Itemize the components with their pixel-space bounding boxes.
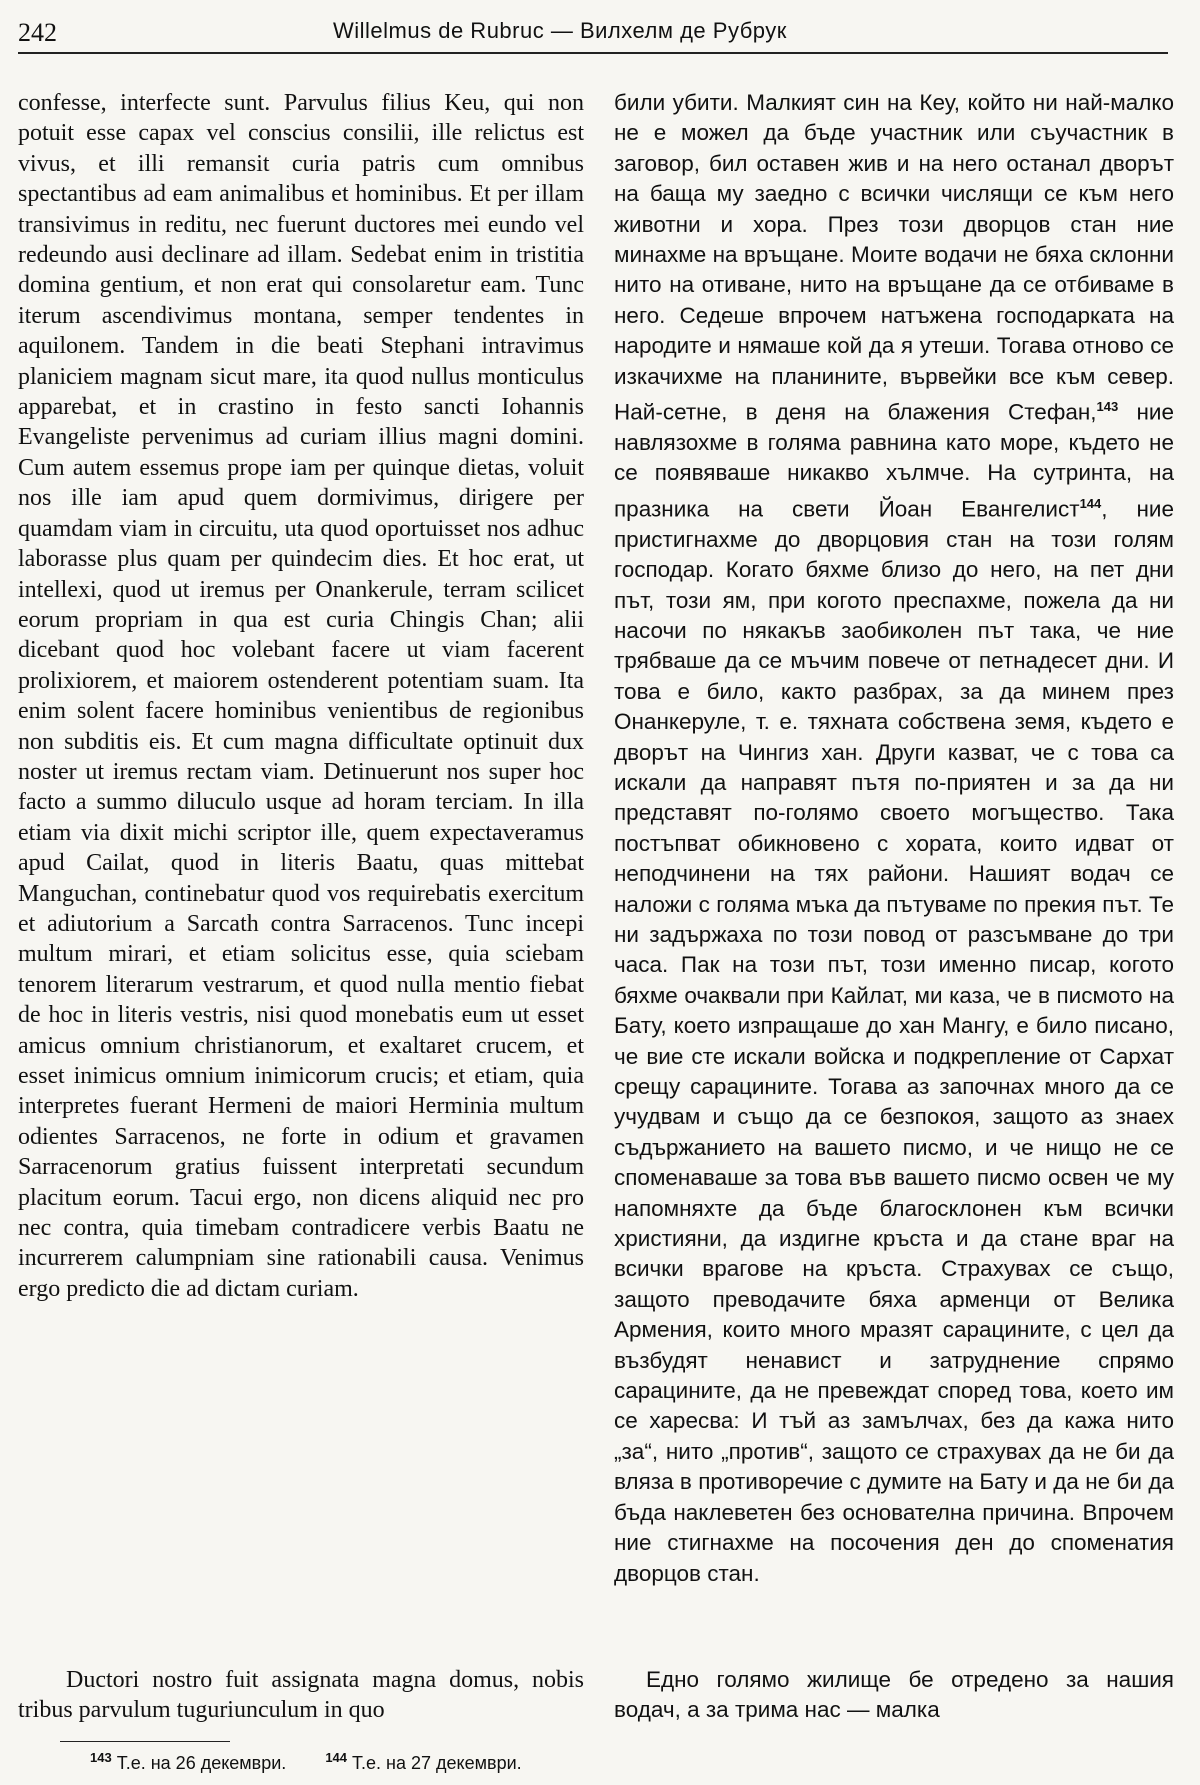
footnote-144: [325, 1750, 522, 1773]
footnote-143: [90, 1750, 287, 1773]
footnote-ref-143[interactable]: 143: [1096, 399, 1119, 415]
bulgarian-text-part-2: ние навлязохме в голяма равнина като море, където не се появяваше никакво хълмче. На сутринта, на празника на свети Йоан Евангелист: [614, 399, 1181, 522]
footnotes: [90, 1750, 556, 1774]
bulgarian-body-text: [614, 88, 1181, 1589]
page-header: [18, 16, 1168, 50]
footnote-text: Т.е. на 26 декември.: [116, 1753, 287, 1773]
footnote-rule: [60, 1741, 230, 1742]
footnote-ref-144[interactable]: 144: [1079, 495, 1102, 511]
latin-body-text: confesse, interfecte sunt. Parvulus filius Keu, qui non potuit esse capax vel conscius consilii, ille relictus est vivus, et illi remansit curia patris cum omnibus spectantibus ad eam animalibus et hominibus. Et per illam transivimus in reditu, nec fuerunt ductores mei eundo vel redeundo ausi declinare ad illam. Sedebat enim in tristitia domina gentium, et non erat qui consolaretur eam. Tunc iterum ascendivimus montana, semper tendentes in aquilonem. Tandem in die beati Stephani intravimus planiciem magnam sicut mare, ita quod nullus monticulus apparebat, et in crastino in festo sancti Iohannis Evangeliste pervenimus ad curiam illius magni domini. Cum autem essemus prope iam per quinque dietas, voluit nos ille iam apud quem dormivimus, dirigere per quamdam viam in circuitu, uta quod oportuisset nos adhuc laborasse plus quam per quindecim dies. Et hoc erat, ut intellexi, quod ut iremus per Onankerule, terram scilicet eorum propriam in qua est curia Chingis Chan; alii dicebant quod hoc volebant facere ut viam facerent prolixiorem, et maiorem ostenderent potentiam suam. Ita enim solent facere hominibus venientibus de regionibus non subditis eis. Et cum magna difficultate optinuit dux noster ut iremus rectam viam. Detinuerunt nos super hoc facto a summo diluculo usque ad horam terciam. In illa etiam via dixit michi scriptor ille, quem expectaveramus apud Cailat, quod in literis Baatu, quas mittebat Manguchan, continebatur quod vos requirebatis exercitum et adiutorium a Sarcath contra Sarracenos. Tunc incepi multum mirari, et etiam solicitus esse, quia sciebam tenorem literarum vestrarum, et quod nulla mentio fiebat de hoc in literis vestris, nisi quod monebatis eum ut esset amicus omnium christianorum, et exaltaret crucem, et esset inimicus omnium inimicorum crucis; et etiam, quia interpretes fuerant Hermeni de maiori Herminia multum odientes Sarracenos, ne forte in odium et gravamen Sarracenorum gratius fuissent interpretati secundum placitum eorum. Tacui ergo, non dicens aliquid nec pro nec contra, quia timebam contradicere verbis Baatu ne incurrerem calumpniam sine rationabili causa. Venimus ergo predicto die ad dictam curiam.: [18, 90, 590, 1302]
bulgarian-text-part-3: , ние пристигнахме до дворцовия стан на този голям господар. Когато бяхме близо до него, на пет дни път, този ям, при когото преспахме, пожела да ни насочи по някакъв заобиколен път така, че ние трябваше да се мъчим повече от петнадесет дни. И това е било, както разбрах, за да минем през Онанкеруле, т. е. тяхната собствена земя, където е дворът на Чингиз хан. Други казват, че с това са искали да направят пътя по-приятен и за да ни представят по-голямо своето могъщество. Така постъпват обикновено с хората, които идват от неподчинени на тях райони. Нашият водач се наложи с голяма мъка да пътуваме по прекия път. Те ни задържаха по този повод от разсъмване до три часа. Пак на този път, този именно писар, когото бяхме очаквали при Кайлат, ми каза, че в писмото на Бату, което изпращаше до хан Мангу, е било писано, че вие сте искали войска и подкрепление от Сархат срещу сарацините. Тогава аз започнах много да се учудвам и също да се безпокоя, защото аз знаех съдържанието на вашето писмо, и че нищо не се споменаваше за това във вашето писмо освен че му напомняхте да бъде благосклонен към всички християни, да издигне кръста и да стане враг на всички врагове на кръста. Страхувах се също, защото преводачите бяха арменци от Велика Армения, които много мразят сарацините, с цел да възбудят ненавист и затруднение спрямо сарацините, да не превеждат според това, което им се харесва: И тъй аз замълчах, без да кажа нито „за“, нито „против“, защото се страхувах да не би да вляза в противоречие с думите на Бату и да не би да бъда наклеветен без основателна причина. Впрочем ние стигнахме на посочения ден до споменатия дворцов стан.: [614, 496, 1181, 1586]
latin-next-paragraph: [18, 1665, 584, 1725]
running-title: Willelmus de Rubruc — Вилхелм де Рубрук: [333, 18, 787, 43]
header-rule: [18, 52, 1168, 54]
bulgarian-column: [614, 88, 1181, 1589]
footnote-text: Т.е. на 27 декември.: [352, 1753, 522, 1773]
footnote-number: 143: [90, 1750, 112, 1765]
latin-column: [18, 88, 590, 1304]
footnote-number: 144: [325, 1750, 348, 1765]
bulgarian-text-part-1: били убити. Малкият син на Кеу, който ни най-малко не е можел да бъде участник или съучастник в заговор, бил оставен жив и на него останал дворът на баща му заедно с всички числящи се към него животни и хора. През този дворцов стан ние минахме на връщане. Моите водачи не бяха склонни нито на отиване, нито на връщане да се отбиваме в него. Седеше впрочем натъжена господарката на народите и нямаше кой да я утеши. Тогава отново се изкачихме на планините, вървейки все към север. Най-сетне, в деня на блажения Стефан,: [614, 90, 1181, 425]
bulgarian-next-paragraph: [614, 1665, 1174, 1725]
latin-next-paragraph-text: Ductori nostro fuit assignata magna domus, nobis tribus parvulum tuguriunculum in quo: [18, 1667, 584, 1723]
page-number: 242: [18, 18, 57, 47]
bulgarian-next-paragraph-text: Едно голямо жилище бе отредено за нашия водач, а за трима нас — малка: [614, 1667, 1174, 1722]
